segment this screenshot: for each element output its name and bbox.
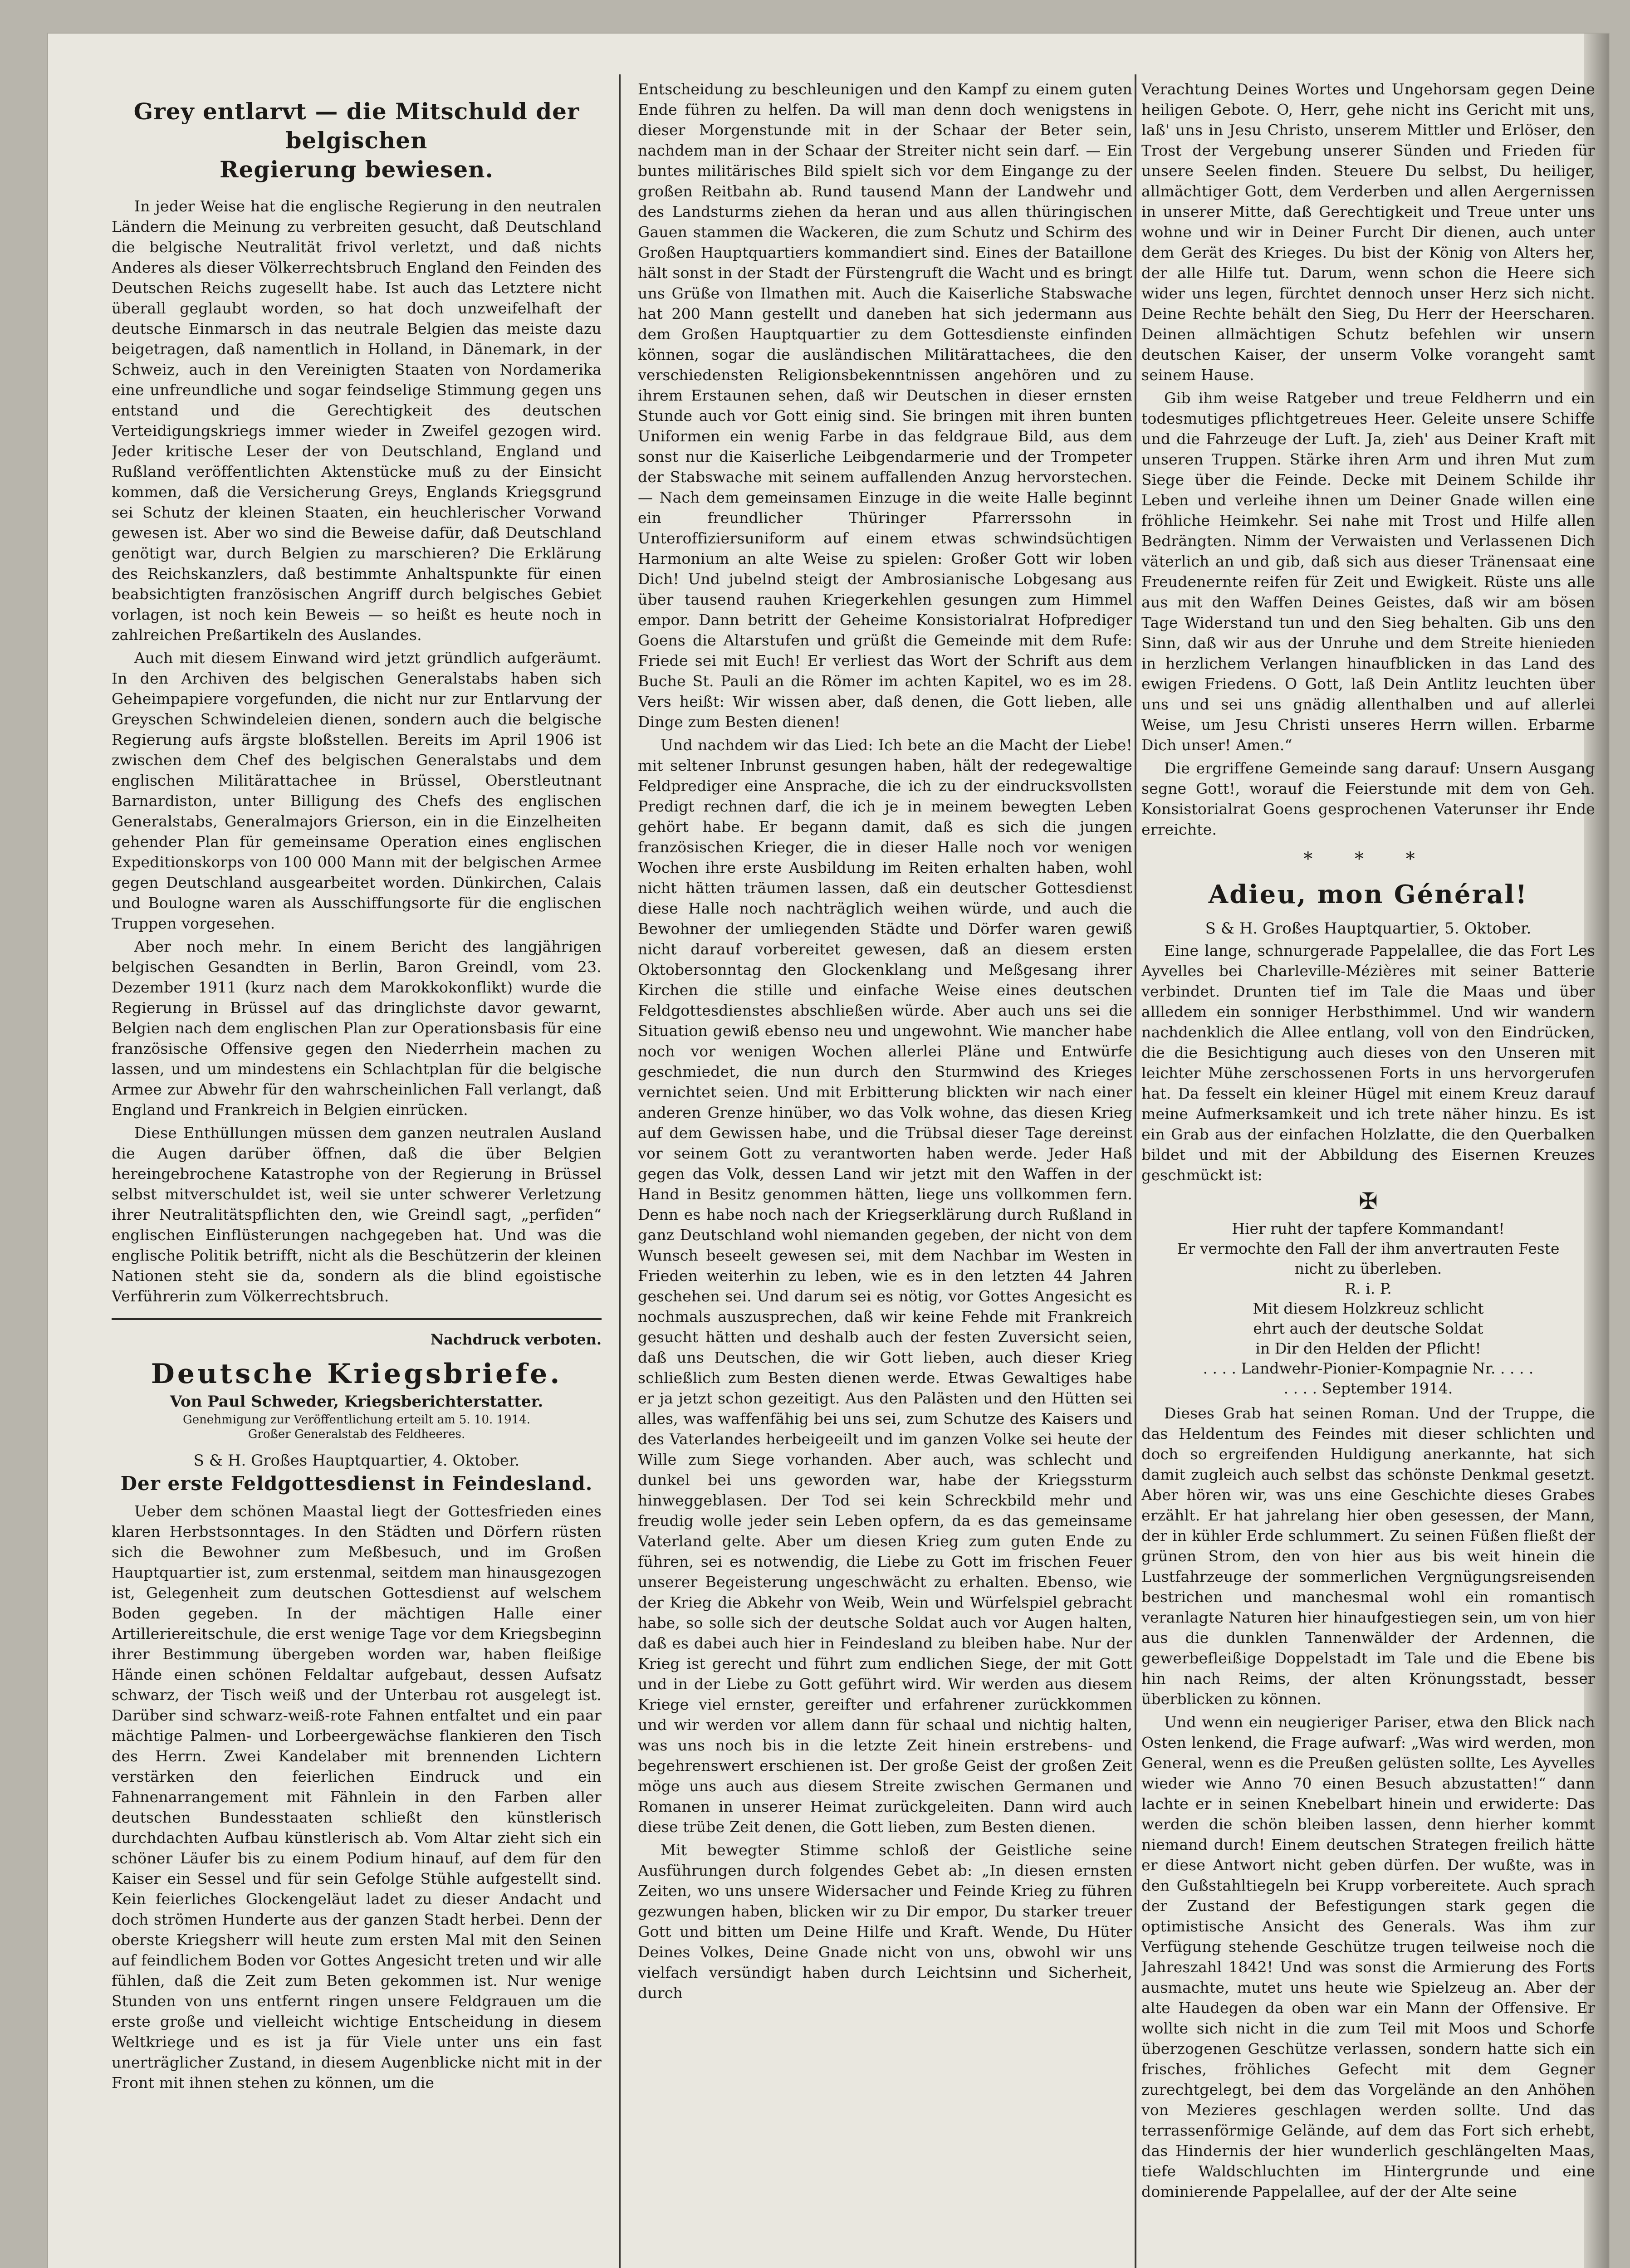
paragraph: Dieses Grab hat seinen Roman. Und der Truppe, die das Heldentum des Feindes mit dieser schlichten und doch so ergreifenden Huldigung anerkannte, hat sich damit zugleich auch selbst das schönste Denkmal gesetzt. Aber hören wir, was uns eine Geschichte dieses Grabes erzählt. Er hat jahrelang hier oben gesessen, der Mann, der in kühler Erde schlummert. Zu seinen Füßen fließt der grünen Strom, den von hier aus bis weit hinein die Lustfahrzeuge der sommerlichen Vergnügungsreisenden bestrichen und manchesmal wohl ein romantisch veranlagte Naturen hier hinaufgestiegen sein, um von hier aus die dunklen Tannenwälder der Ardennen, die gewerbefleißige Doppelstadt im Tale und die Ebene bis hin nach Reims, der alten Krönungsstadt, besser überblicken zu können. [1141, 1404, 1595, 1708]
paragraph: Und nachdem wir das Lied: Ich bete an die Macht der Liebe! mit seltener Inbrunst gesungen haben, hält der redegewaltige Feldprediger eine Ansprache, die ich zu der eindrucksvollsten Predigt rechnen darf, die ich je in meinem bewegten Leben gehört habe. Er begann damit, daß es sich die jungen französischen Krieger, die in dieser Halle noch vor wenigen Wochen ihre erste Ausbildung im Reiten erhalten haben, wohl nicht hätten träumen lassen, daß ein deutscher Gottesdienst diese Halle noch nachträglich weihen würde, und auch die Bewohner der umliegenden Städte und Dörfer waren gewiß nicht darauf vorbereitet gewesen, daß an diesem ersten Oktobersonntag den Glockenklang und Meßgesang ihrer Kirchen die stille und einfache Weise eines deutschen Feldgottesdienstes abschließen würde. Aber auch uns sei die Situation gewiß ebenso neu und ungewohnt. Wie mancher habe noch vor wenigen Wochen allerlei Pläne und Entwürfe geschmiedet, die nun durch den Sturmwind des Krieges vernichtet seien. Und mit Erbitterung blickten wir nach einer anderen Grenze hinüber, wo das Volk wohne, das diesen Krieg auf dem Gewissen habe, und die Trübsal dieser Tage dereinst vor seinem Gott zu verantworten haben werde. Jeder Haß gegen das Volk, dessen Land wir jetzt mit den Waffen in der Hand in Besitz genommen hätten, liege uns vollkommen fern. Denn es habe noch nach der Kriegserklärung durch Rußland in ganz Deutschland wohl niemanden gegeben, der nicht von dem Wunsch beseelt gewesen sei, mit dem Nachbar im Westen in Frieden weiterhin zu leben, wie es in den letzten 44 Jahren geschehen sei. Und darum sei es nötig, vor Gottes Angesicht es nochmals auszusprechen, daß wir keine Fehde mit Frankreich gesucht hätten und deshalb auch der festen Zuversicht seien, daß uns Deutschen, die wir Gott lieben, auch dieser Krieg schließlich zum Besten dienen werde. Etwas Gewaltiges habe er ja jetzt schon gezeitigt. Aus den Palästen und den Hütten sei alles, was waffenfähig bei uns sei, zum Schutze des Kaisers und des Vaterlandes herbeigeeilt und im ganzen Volke sei heute der Wille zum Siege vorhanden. Aber auch, was schlecht und dunkel bei uns geworden war, habe der Kriegssturm hinweggeblasen. Der Tod sei kein Schreckbild mehr und freudig wolle jeder sein Leben opfern, da es das gemeinsame Vaterland gelte. Aber um diesen Krieg zum guten Ende zu führen, sei es notwendig, die Liebe zu Gott im frischen Feuer unserer Begeisterung ungeschwächt zu erhalten. Ebenso, wie der Krieg die Abkehr von Weib, Wein und Würfelspiel gebracht habe, so solle sich der deutsche Soldat auch vor Augen halten, daß es dabei auch hier in Feindesland zu bleiben habe. Nur der Krieg ist gerecht und führt zum endlichen Siege, der mit Gott und in der Liebe zu Gott geführt wird. Wir werden aus diesem Kriege viel ernster, gereifter und erfahrener zurückkommen und wir werden vor allem dann für schaal und nichtig halten, was uns noch bis in die letzte Zeit hinein erstrebens- und begehrenswert erschienen ist. Der große Geist der großen Zeit möge uns auch aus diesem Streite zwischen Germanen und Romanen in unserer Heimat zurückgeleiten. Dann wird auch diese trübe Zeit denen, die Gott lieben, zum Besten dienen. [638, 736, 1132, 1836]
approval-authority: Großer Generalstab des Feldheeres. [248, 1427, 465, 1441]
epitaph-line: . . . . Landwehr-Pionier-Kompagnie Nr. . . . . [1203, 1359, 1534, 1377]
column-3 [1141, 79, 1595, 2268]
epitaph-line: nicht zu überleben. [1294, 1260, 1442, 1277]
column-rule [619, 74, 621, 2268]
iron-cross-icon: ✠ [1359, 1188, 1378, 1214]
section-title: Deutsche Kriegsbriefe. [151, 1358, 563, 1390]
article-subhead: Der erste Feldgottesdienst in Feindesland. [120, 1472, 593, 1495]
epitaph-line: ehrt auch der deutsche Soldat [1253, 1320, 1483, 1337]
asterisk-divider: * * * [1303, 849, 1433, 870]
column-1 [112, 79, 602, 2268]
column-2 [638, 79, 1132, 2268]
dateline: S & H. Großes Hauptquartier, 5. Oktober. [1205, 919, 1532, 938]
reprint-notice: Nachdruck verboten. [430, 1331, 602, 1348]
byline: Von Paul Schweder, Kriegsberichterstatter. [170, 1393, 543, 1411]
paragraph: Mit bewegter Stimme schloß der Geistliche seine Ausführungen durch folgendes Gebet ab: „In diesen ernsten Zeiten, wo uns unsere Widersacher und Feinde Krieg zu führen gezwungen haben, blicken wir zu Dir empor, Du starker treuer Gott und bitten um Deine Hilfe und Kraft. Wende, Du Hüter Deines Volkes, Deine Gnade nicht von uns, obwohl wir uns vielfach versündigt haben durch Leichtsinn und Sicherheit, durch [638, 1841, 1132, 2002]
article-title: Adieu, mon Général! [1208, 880, 1528, 909]
newspaper-page [48, 34, 1609, 2268]
headline [112, 97, 602, 184]
epitaph-line: . . . . September 1914. [1283, 1379, 1453, 1397]
paragraph: Diese Enthüllungen müssen dem ganzen neutralen Ausland die Augen darüber öffnen, daß die über Belgien hereingebrochene Katastrophe von der Regierung in Brüssel selbst mitverschuldet ist, weil sie unter schwerer Verletzung ihrer Neutralitätspflichten den, wie Greindl sagt, „perfiden“ englischen Einflüsterungen nachgegeben hat. Und was die englische Politik betrifft, nicht als die Beschützerin der kleinen Nationen steht sie da, sondern als die blind egoistische Verführerin zum Völkerrechtsbruch. [112, 1124, 602, 1305]
epitaph-line: Hier ruht der tapfere Kommandant! [1232, 1220, 1505, 1237]
paragraph: Aber noch mehr. In einem Bericht des langjährigen belgischen Gesandten in Berlin, Baron Greindl, vom 23. Dezember 1911 (kurz nach dem Marokkokonflikt) wurde die Regierung in Brüssel auf das dringlichste davor gewarnt, Belgien nach dem englischen Plan zur Operationsbasis für eine französische Offensive gegen den Niederrhein machen zu lassen, und um mindestens ein Schlachtplan für die belgische Armee zur Abwehr für den wahrscheinlichen Fall verlangt, daß England und Frankreich in Belgien einrücken. [112, 938, 602, 1119]
epitaph-line: Er vermochte den Fall der ihm anvertrauten Feste [1177, 1240, 1560, 1257]
paragraph: In jeder Weise hat die englische Regierung in den neutralen Ländern die Meinung zu verbreiten gesucht, daß Deutschland die belgische Neutralität frivol verletzt, und daß nichts Anderes als dieser Völkerrechtsbruch England den Feinden des Deutschen Reichs zugesellt habe. Ist auch das Letztere nicht überall geglaubt worden, so hat doch unzweifelhaft der deutsche Einmarsch in das neutrale Belgien das meiste dazu beigetragen, daß namentlich in Holland, in Dänemark, in der Schweiz, auch in den Vereinigten Staaten von Nordamerika eine unfreundliche und sogar feindselige Stimmung gegen uns entstand und die Gerechtigkeit des deutschen Verteidigungskriegs immer wieder in Zweifel gezogen wird. Jeder kritische Leser der von Deutschland, England und Rußland veröffentlichten Aktenstücke muß zu der Einsicht kommen, daß die Versicherung Greys, Englands Kriegsgrund sei Schutz der kleinen Staaten, ein heuchlerischer Vorwand gewesen ist. Aber wo sind die Beweise dafür, daß Deutschland genötigt war, durch Belgien zu marschieren? Die Erklärung des Reichskanzlers, daß bestimmte Anhaltspunkte für einen beabsichtigten französischen Angriff durch belgisches Gebiet vorlagen, ist noch kein Beweis — so heißt es heute noch in zahlreichen Preßartikeln des Auslandes. [112, 197, 602, 644]
paragraph: Gib ihm weise Ratgeber und treue Feldherrn und ein todesmutiges pflichtgetreues Heer. Geleite unsere Schiffe und die Fahrzeuge der Luft. Ja, zieh' aus Deiner Kraft mit unseren Truppen. Stärke ihren Arm und ihren Mut zum Siege über die Feinde. Decke mit Deinem Schilde ihr Leben und verleihe ihnen um Deiner Gnade willen eine fröhliche Heimkehr. Sei nahe mit Trost und Hilfe allen Bedrängten. Nimm der Verwaisten und Verlassenen Dich väterlich an und gib, daß sich aus dieser Tränensaat eine Freudenernte reifen für Zeit und Ewigkeit. Rüste uns alle aus mit den Waffen Deines Geistes, daß wir am bösen Tage Widerstand tun und den Sieg behalten. Gib uns den Sinn, daß wir aus der Unruhe und dem Streite hienieden in herzlichem Verlangen hinaufblicken in das Land des ewigen Friedens. O Gott, laß Dein Antlitz leuchten über uns und sei uns gnädig allenthalben und auf allerlei Weise, um Jesu Christi unseres Herrn willen. Erbarme Dich unser! Amen.“ [1141, 389, 1595, 754]
epitaph-line: Mit diesem Holzkreuz schlicht [1253, 1300, 1484, 1317]
dateline: S & H. Großes Hauptquartier, 4. Oktober. [193, 1452, 520, 1470]
paragraph: Auch mit diesem Einwand wird jetzt gründlich aufgeräumt. In den Archiven des belgischen Generalstabs haben sich Geheimpapiere vorgefunden, die nicht nur zur Entlarvung der Greyschen Schwindeleien dienen, sondern auch die belgische Regierung aufs ärgste bloßstellen. Bereits im April 1906 ist zwischen dem Chef des belgischen Generalstabs und dem englischen Militärattachee in Brüssel, Oberstleutnant Barnardiston, unter Billigung des Chefs des englischen Generalstabs, Generalmajors Grierson, ein in die Einzelheiten gehender Plan für gemeinsame Operation eines englischen Expeditionskorps von 100 000 Mann mit der belgischen Armee gegen Deutschland ausgearbeitet worden. Dünkirchen, Calais und Boulogne waren als Ausschiffungsorte für die englischen Truppen vorgesehen. [112, 649, 602, 932]
epitaph-line: in Dir den Helden der Pflicht! [1255, 1339, 1481, 1357]
paragraph: Ueber dem schönen Maastal liegt der Gottesfrieden eines klaren Herbstsonntages. In den Städten und Dörfern rüsten sich die Bewohner zum Meßbesuch, und im Großen Hauptquartier ist, zum erstenmal, seitdem man hinausgezogen ist, Gelegenheit zum deutschen Gottesdienst auf welschem Boden gegeben. In der mächtigen Halle einer Artilleriereitschule, die erst wenige Tage vor dem Kriegsbeginn ihrer Bestimmung übergeben worden war, haben fleißige Hände einen schönen Feldaltar aufgebaut, dessen Aufsatz schwarz, der Tisch weiß und der Unterbau rot ausgelegt ist. Darüber sind schwarz-weiß-rote Fahnen entfaltet und ein paar mächtige Palmen- und Lorbeergewächse flankieren den Tisch des Herrn. Zwei Kandelaber mit brennenden Lichtern verstärken den feierlichen Eindruck und ein Fahnenarrangement mit Fähnlein in den Farben aller deutschen Bundesstaaten schließt den künstlerisch durchdachten Aufbau künstlerisch ab. Vom Altar zieht sich ein schöner Läufer bis zu einem Podium hinauf, auf dem für den Kaiser ein Sessel und für sein Gefolge Stühle aufgestellt sind. Kein feierliches Glockengeläut ladet zu dieser Andacht und doch strömen Hunderte aus der ganzen Stadt herbei. Denn der oberste Kriegsherr will heute zum ersten Mal mit den Seinen auf feindlichem Boden vor Gottes Angesicht treten und wir alle fühlen, daß die Zeit zum Beten gekommen ist. Nur wenige Stunden von uns entfernt ringen unsere Feldgrauen um die erste große und vielleicht wichtige Entscheidung in diesem Weltkriege und es ist ja für Viele unter uns ein fast unerträglicher Zustand, in diesem Augenblicke nicht mit in der Front mit ihnen stehen zu können, um die [112, 1502, 602, 2092]
epitaph-line: R. i. P. [1345, 1280, 1392, 1297]
paragraph: Die ergriffene Gemeinde sang darauf: Unsern Ausgang segne Gott!, worauf die Feierstunde mit dem von Geh. Konsistorialrat Goens gesprochenen Vaterunser ihr Ende erreichte. [1141, 759, 1595, 838]
headline-line-1: Grey entlarvt — die Mitschuld der belgischen [133, 98, 580, 154]
paragraph: Entscheidung zu beschleunigen und den Kampf zu einem guten Ende führen zu helfen. Da will man denn doch wenigstens in dieser Morgenstunde mit in der Schaar der Beter sein, nachdem man in der Schaar der Streiter nicht sein darf. — Ein buntes militärisches Bild spielt sich vor dem Eingange zu der großen Reitbahn ab. Rund tausend Mann der Landwehr und des Landsturms ziehen da heran und aus allen thüringischen Gauen stammen die Wackeren, die zum Schutz und Schirm des Großen Hauptquartiers kommandiert sind. Eines der Bataillone hält sonst in der Stadt der Fürstengruft die Wacht und es bringt uns Grüße von Ilmathen mit. Auch die Kaiserliche Stabswache hat 200 Mann gestellt und daneben hat sich jedermann aus dem Großen Hauptquartier zu dem Gottesdienste einfinden können, sogar die ausländischen Militärattachees, die den verschiedensten Religionsbekenntnissen angehören und zu ihrem Erstaunen sehen, daß wir Deutschen in dieser ernsten Stunde auch vor Gott einig sind. Sie bringen mit ihren bunten Uniformen ein wenig Farbe in das feldgraue Bild, aus dem sonst nur die Kaiserliche Leibgendarmerie und der Trompeter der Stabswache mit seinem auffallenden Anzug hervorstechen. — Nach dem gemeinsamen Einzuge in die weite Halle beginnt ein freundlicher Thüringer Pfarrerssohn in Unteroffiziersuniform auf einem etwas schwindsüchtigen Harmonium an alte Weise zu spielen: Großer Gott wir loben Dich! Und jubelnd steigt der Ambrosianische Lobgesang aus über tausend rauhen Kriegerkehlen gesungen zum Himmel empor. Dann betritt der Geheime Konsistorialrat Hofprediger Goens die Altarstufen und grüßt die Gemeinde mit dem Rufe: Friede sei mit Euch! Er verliest das Wort der Schrift aus dem Buche St. Pauli an die Römer im achten Kapitel, wo es im 28. Vers heißt: Wir wissen aber, daß denen, die Gott lieben, alle Dinge zum Besten dienen! [638, 80, 1132, 731]
approval-note: Genehmigung zur Veröffentlichung erteilt am 5. 10. 1914. [183, 1413, 530, 1427]
headline-line-2: Regierung bewiesen. [220, 156, 494, 183]
paragraph: Eine lange, schnurgerade Pappelallee, die das Fort Les Ayvelles bei Charleville-Mézières mit seiner Batterie verbindet. Drunten tief im Tale die Maas und über allledem ein sonniger Herbsthimmel. Und wir wandern nachdenklich die Allee entlang, voll von den Eindrücken, die die Besichtigung auch dieses von den Unseren mit leichter Mühe zerschossenen Forts in uns hervorgerufen hat. Da fesselt ein kleiner Hügel mit einem Kreuz darauf meine Aufmerksamkeit und ich trete näher hinzu. Es ist ein Grab aus der einfachen Holzlatte, die den Querbalken bildet und mit der Abbildung des Eisernen Kreuzes geschmückt ist: [1141, 942, 1595, 1184]
section-divider [112, 1318, 602, 1320]
paragraph: Und wenn ein neugieriger Pariser, etwa den Blick nach Osten lenkend, die Frage aufwarf: „Was wird werden, mon General, wenn es die Preußen gelüsten sollte, Les Ayvelles wieder wie Anno 70 einen Besuch abzustatten!“ dann lachte er in seinen Knebelbart hinein und erwiderte: Das werden die schön bleiben lassen, denn hierher kommt niemand durch! Einem deutschen Strategen freilich hätte er diese Antwort nicht geben dürfen. Der wußte, was in den Gußstahltiegeln bei Krupp vorbereitete. Auch sprach der Zustand der Befestigungen stark gegen die optimistische Ansicht des Generals. Was ihm zur Verfügung stehende Geschütze trugen teilweise noch die Jahreszahl 1842! Und was sonst die Armierung des Forts ausmachte, mutet uns heute wie Spielzeug an. Aber der alte Haudegen da oben war ein Mann der Offensive. Er wollte sich nicht in die zum Teil mit Moos und Schorfe überzogenen Geschütze verlassen, sondern hatte sich ein frisches, fröhliches Gefecht mit dem Gegner zurechtgelegt, bei dem das Vorgelände an den Anhöhen von Mezieres geschlagen werden sollte. Und das terrassenförmige Gelände, auf dem das Fort sich erhebt, das Hindernis der hier wunderlich geschlängelten Maas, tiefe Waldschluchten im Hintergrunde und eine dominierende Pappelallee, auf der der Alte seine [1141, 1713, 1595, 2200]
column-rule [1135, 74, 1136, 2268]
paragraph: Verachtung Deines Wortes und Ungehorsam gegen Deine heiligen Gebote. O, Herr, gehe nicht ins Gericht mit uns, laß' uns in Jesu Christo, unserem Mittler und Erlöser, den Trost der Vergebung unserer Sünden und Frieden für unsere Seelen finden. Steuere Du selbst, Du heiliger, allmächtiger Gott, dem Verderben und allen Aergernissen in unserer Mitte, daß Gerechtigkeit und Treue unter uns wohne und wir in Deiner Furcht Dir dienen, auch unter dem Gerät des Krieges. Du bist der König von Alters her, der alle Hilfe tut. Darum, wenn schon die Heere sich wider uns legen, fürchtet dennoch unser Herz sich nicht. Deine Rechte behält den Sieg, Du Herr der Heerscharen. Deinen allmächtigen Schutz befehlen wir unsern deutschen Kaiser, der unserm Volke vorangeht samt seinem Hause. [1141, 80, 1595, 384]
